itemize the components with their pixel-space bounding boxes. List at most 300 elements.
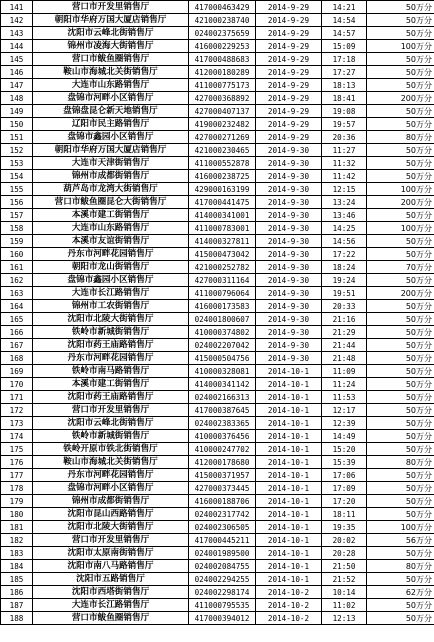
terminal-id-cell: 410000374802 xyxy=(189,326,256,339)
terminal-id-cell: 416000238725 xyxy=(189,170,256,183)
table-row xyxy=(1,378,434,391)
prize-amount-cell: 50万分 xyxy=(367,14,434,27)
table-row xyxy=(1,287,434,300)
prize-amount-cell: 50万分 xyxy=(367,352,434,365)
row-number-cell: 176 xyxy=(1,456,33,469)
row-number-cell: 144 xyxy=(1,40,33,53)
row-number-cell: 174 xyxy=(1,430,33,443)
terminal-id-cell: 024002166313 xyxy=(189,391,256,404)
time-cell: 11:24 xyxy=(322,378,367,391)
date-cell: 2014-10-1 xyxy=(256,547,322,560)
shop-name-cell: 铁岭市南马路销售厅 xyxy=(33,365,189,378)
prize-amount-cell: 50万分 xyxy=(367,157,434,170)
prize-amount-cell: 50万分 xyxy=(367,469,434,482)
row-number-cell: 170 xyxy=(1,378,33,391)
time-cell: 15:20 xyxy=(322,443,367,456)
shop-name-cell: 盘锦市鑫园小区销售厅 xyxy=(33,274,189,287)
row-number-cell: 161 xyxy=(1,261,33,274)
terminal-id-cell: 414000341001 xyxy=(189,209,256,222)
shop-name-cell: 锦州市凌海大街销售厅 xyxy=(33,40,189,53)
date-cell: 2014-9-30 xyxy=(256,274,322,287)
date-cell: 2014-9-29 xyxy=(256,66,322,79)
terminal-id-cell: 415000371957 xyxy=(189,469,256,482)
table-row xyxy=(1,14,434,27)
time-cell: 12:15 xyxy=(322,183,367,196)
terminal-id-cell: 416000173583 xyxy=(189,300,256,313)
date-cell: 2014-9-30 xyxy=(256,209,322,222)
table-row xyxy=(1,326,434,339)
date-cell: 2014-9-30 xyxy=(256,261,322,274)
terminal-id-cell: 421000230465 xyxy=(189,144,256,157)
row-number-cell: 183 xyxy=(1,547,33,560)
terminal-id-cell: 411000783001 xyxy=(189,222,256,235)
table-row xyxy=(1,521,434,534)
row-number-cell: 178 xyxy=(1,482,33,495)
row-number-cell: 157 xyxy=(1,209,33,222)
prize-amount-cell: 50万分 xyxy=(367,144,434,157)
terminal-id-cell: 415000504756 xyxy=(189,352,256,365)
terminal-id-cell: 416000188706 xyxy=(189,495,256,508)
shop-name-cell: 朝阳市华府万国大厦店销售厅 xyxy=(33,14,189,27)
terminal-id-cell: 411000796064 xyxy=(189,287,256,300)
terminal-id-cell: 427000311164 xyxy=(189,274,256,287)
terminal-id-cell: 417000441475 xyxy=(189,196,256,209)
prize-amount-cell: 200万分 xyxy=(367,92,434,105)
terminal-id-cell: 024002383365 xyxy=(189,417,256,430)
table-row xyxy=(1,196,434,209)
table-row xyxy=(1,391,434,404)
row-number-cell: 166 xyxy=(1,326,33,339)
row-number-cell: 152 xyxy=(1,144,33,157)
date-cell: 2014-9-30 xyxy=(256,157,322,170)
prize-amount-cell: 50万分 xyxy=(367,313,434,326)
row-number-cell: 171 xyxy=(1,391,33,404)
table-row xyxy=(1,352,434,365)
row-number-cell: 156 xyxy=(1,196,33,209)
time-cell: 19:24 xyxy=(322,274,367,287)
table-row xyxy=(1,534,434,547)
row-number-cell: 169 xyxy=(1,365,33,378)
date-cell: 2014-9-30 xyxy=(256,183,322,196)
row-number-cell: 163 xyxy=(1,287,33,300)
table-row xyxy=(1,131,434,144)
prize-amount-cell: 50万分 xyxy=(367,326,434,339)
row-number-cell: 155 xyxy=(1,183,33,196)
row-number-cell: 141 xyxy=(1,1,33,14)
prize-amount-cell: 50万分 xyxy=(367,339,434,352)
terminal-id-cell: 412000178680 xyxy=(189,456,256,469)
prize-amount-cell: 70万分 xyxy=(367,261,434,274)
terminal-id-cell: 024002375659 xyxy=(189,27,256,40)
shop-name-cell: 沈阳市云峰北街销售厅 xyxy=(33,27,189,40)
prize-amount-cell: 50万分 xyxy=(367,235,434,248)
shop-name-cell: 大连市长江路销售厅 xyxy=(33,599,189,612)
shop-name-cell: 沈阳市北陵大街销售厅 xyxy=(33,521,189,534)
shop-name-cell: 本溪市建工街销售厅 xyxy=(33,378,189,391)
prize-amount-cell: 50万分 xyxy=(367,105,434,118)
row-number-cell: 167 xyxy=(1,339,33,352)
prize-amount-cell: 56万分 xyxy=(367,534,434,547)
prize-amount-cell: 50万分 xyxy=(367,118,434,131)
shop-name-cell: 鞍山市海城北关街销售厅 xyxy=(33,66,189,79)
row-number-cell: 147 xyxy=(1,79,33,92)
shop-name-cell: 朝阳市华府万国大厦店销售厅 xyxy=(33,144,189,157)
row-number-cell: 175 xyxy=(1,443,33,456)
date-cell: 2014-10-1 xyxy=(256,469,322,482)
table-row xyxy=(1,1,434,14)
shop-name-cell: 丹东市河畔花园销售厅 xyxy=(33,352,189,365)
prize-amount-cell: 50万分 xyxy=(367,508,434,521)
date-cell: 2014-9-30 xyxy=(256,300,322,313)
table-row xyxy=(1,274,434,287)
terminal-id-cell: 411000795535 xyxy=(189,599,256,612)
date-cell: 2014-10-1 xyxy=(256,508,322,521)
table-row xyxy=(1,404,434,417)
table-body xyxy=(1,1,434,625)
table-row xyxy=(1,560,434,573)
date-cell: 2014-9-29 xyxy=(256,92,322,105)
table-row xyxy=(1,547,434,560)
date-cell: 2014-9-29 xyxy=(256,27,322,40)
prize-amount-cell: 100万分 xyxy=(367,40,434,53)
terminal-id-cell: 417000463429 xyxy=(189,1,256,14)
time-cell: 20:02 xyxy=(322,534,367,547)
prize-amount-cell: 62万分 xyxy=(367,586,434,599)
time-cell: 11:32 xyxy=(322,157,367,170)
shop-name-cell: 营口市鲅鱼圈昆仑大街销售厅 xyxy=(33,196,189,209)
time-cell: 21:29 xyxy=(322,326,367,339)
date-cell: 2014-9-30 xyxy=(256,144,322,157)
table-row xyxy=(1,27,434,40)
time-cell: 17:09 xyxy=(322,482,367,495)
table-row xyxy=(1,66,434,79)
date-cell: 2014-9-30 xyxy=(256,339,322,352)
table-row xyxy=(1,508,434,521)
prize-amount-cell: 80万分 xyxy=(367,456,434,469)
terminal-id-cell: 024002294255 xyxy=(189,573,256,586)
terminal-id-cell: 427000368892 xyxy=(189,92,256,105)
time-cell: 17:06 xyxy=(322,469,367,482)
terminal-id-cell: 024002306505 xyxy=(189,521,256,534)
shop-name-cell: 铁岭市新城街销售厅 xyxy=(33,326,189,339)
prize-amount-cell: 50万分 xyxy=(367,1,434,14)
date-cell: 2014-10-1 xyxy=(256,430,322,443)
prize-amount-cell: 80万分 xyxy=(367,560,434,573)
time-cell: 13:24 xyxy=(322,196,367,209)
time-cell: 11:09 xyxy=(322,365,367,378)
row-number-cell: 149 xyxy=(1,105,33,118)
time-cell: 18:13 xyxy=(322,79,367,92)
terminal-id-cell: 427000407137 xyxy=(189,105,256,118)
prize-amount-cell: 50万分 xyxy=(367,430,434,443)
row-number-cell: 188 xyxy=(1,612,33,625)
table-row xyxy=(1,612,434,625)
table-row xyxy=(1,157,434,170)
row-number-cell: 159 xyxy=(1,235,33,248)
shop-name-cell: 大连市长江路销售厅 xyxy=(33,287,189,300)
terminal-id-cell: 419000232482 xyxy=(189,118,256,131)
table-row xyxy=(1,79,434,92)
table-row xyxy=(1,248,434,261)
time-cell: 19:51 xyxy=(322,287,367,300)
terminal-id-cell: 414000341142 xyxy=(189,378,256,391)
shop-name-cell: 铁岭开原市铁北街销售厅 xyxy=(33,443,189,456)
time-cell: 15:39 xyxy=(322,456,367,469)
prize-amount-cell: 200万分 xyxy=(367,196,434,209)
row-number-cell: 150 xyxy=(1,118,33,131)
row-number-cell: 151 xyxy=(1,131,33,144)
row-number-cell: 164 xyxy=(1,300,33,313)
time-cell: 17:27 xyxy=(322,66,367,79)
table-row xyxy=(1,443,434,456)
date-cell: 2014-10-2 xyxy=(256,586,322,599)
shop-name-cell: 盘锦盘昆仑新天地销售厅 xyxy=(33,105,189,118)
table-row xyxy=(1,430,434,443)
row-number-cell: 162 xyxy=(1,274,33,287)
prize-amount-cell: 50万分 xyxy=(367,443,434,456)
table-row xyxy=(1,170,434,183)
time-cell: 10:14 xyxy=(322,586,367,599)
date-cell: 2014-9-30 xyxy=(256,352,322,365)
prize-amount-cell: 50万分 xyxy=(367,209,434,222)
terminal-id-cell: 024002207042 xyxy=(189,339,256,352)
time-cell: 11:42 xyxy=(322,170,367,183)
time-cell: 21:44 xyxy=(322,339,367,352)
time-cell: 21:16 xyxy=(322,313,367,326)
table-row xyxy=(1,118,434,131)
table-row xyxy=(1,599,434,612)
shop-name-cell: 沈阳市五路销售厅 xyxy=(33,573,189,586)
table-row xyxy=(1,92,434,105)
shop-name-cell: 沈阳市昆山西路销售厅 xyxy=(33,508,189,521)
shop-name-cell: 铁岭市新城街销售厅 xyxy=(33,430,189,443)
time-cell: 14:57 xyxy=(322,27,367,40)
table-row xyxy=(1,469,434,482)
time-cell: 17:20 xyxy=(322,495,367,508)
date-cell: 2014-10-1 xyxy=(256,560,322,573)
shop-name-cell: 葫芦岛市龙湾大街销售厅 xyxy=(33,183,189,196)
time-cell: 20:33 xyxy=(322,300,367,313)
date-cell: 2014-10-1 xyxy=(256,495,322,508)
shop-name-cell: 营口市鲅鱼圈销售厅 xyxy=(33,53,189,66)
shop-name-cell: 辽阳市民主路销售厅 xyxy=(33,118,189,131)
date-cell: 2014-9-29 xyxy=(256,14,322,27)
date-cell: 2014-9-30 xyxy=(256,222,322,235)
prize-amount-cell: 50万分 xyxy=(367,612,434,625)
time-cell: 14:49 xyxy=(322,430,367,443)
date-cell: 2014-10-2 xyxy=(256,612,322,625)
row-number-cell: 143 xyxy=(1,27,33,40)
shop-name-cell: 沈阳市南八马路销售厅 xyxy=(33,560,189,573)
terminal-id-cell: 024002317742 xyxy=(189,508,256,521)
date-cell: 2014-9-29 xyxy=(256,40,322,53)
table-row xyxy=(1,261,434,274)
time-cell: 11:53 xyxy=(322,391,367,404)
prize-amount-cell: 50万分 xyxy=(367,365,434,378)
terminal-id-cell: 417000394012 xyxy=(189,612,256,625)
terminal-id-cell: 416000229253 xyxy=(189,40,256,53)
table-row xyxy=(1,586,434,599)
shop-name-cell: 沈阳市药王庙路销售厅 xyxy=(33,339,189,352)
shop-name-cell: 本溪市建工街销售厅 xyxy=(33,209,189,222)
time-cell: 18:24 xyxy=(322,261,367,274)
table-row xyxy=(1,183,434,196)
time-cell: 18:11 xyxy=(322,508,367,521)
time-cell: 11:02 xyxy=(322,599,367,612)
date-cell: 2014-10-1 xyxy=(256,404,322,417)
shop-name-cell: 盘锦市河畔小区销售厅 xyxy=(33,92,189,105)
terminal-id-cell: 412000180289 xyxy=(189,66,256,79)
prize-amount-cell: 50万分 xyxy=(367,66,434,79)
time-cell: 20:36 xyxy=(322,131,367,144)
date-cell: 2014-10-1 xyxy=(256,521,322,534)
terminal-id-cell: 024002084755 xyxy=(189,560,256,573)
shop-name-cell: 大连市天津街销售厅 xyxy=(33,157,189,170)
date-cell: 2014-9-30 xyxy=(256,248,322,261)
terminal-id-cell: 429000163199 xyxy=(189,183,256,196)
shop-name-cell: 锦州市成都街销售厅 xyxy=(33,170,189,183)
prize-amount-cell: 50万分 xyxy=(367,378,434,391)
row-number-cell: 168 xyxy=(1,352,33,365)
row-number-cell: 182 xyxy=(1,534,33,547)
shop-name-cell: 盘锦市河畔小区销售厅 xyxy=(33,482,189,495)
row-number-cell: 153 xyxy=(1,157,33,170)
time-cell: 21:50 xyxy=(322,560,367,573)
row-number-cell: 148 xyxy=(1,92,33,105)
prize-amount-cell: 50万分 xyxy=(367,53,434,66)
date-cell: 2014-10-2 xyxy=(256,599,322,612)
row-number-cell: 187 xyxy=(1,599,33,612)
row-number-cell: 184 xyxy=(1,560,33,573)
shop-name-cell: 丹东市河畔花园销售厅 xyxy=(33,469,189,482)
terminal-id-cell: 417000488683 xyxy=(189,53,256,66)
terminal-id-cell: 410000328081 xyxy=(189,365,256,378)
table-row xyxy=(1,300,434,313)
row-number-cell: 172 xyxy=(1,404,33,417)
date-cell: 2014-9-29 xyxy=(256,131,322,144)
table-row xyxy=(1,365,434,378)
shop-name-cell: 沈阳市药王庙路销售厅 xyxy=(33,391,189,404)
date-cell: 2014-9-30 xyxy=(256,287,322,300)
row-number-cell: 179 xyxy=(1,495,33,508)
prize-amount-cell: 50万分 xyxy=(367,547,434,560)
date-cell: 2014-9-29 xyxy=(256,118,322,131)
terminal-id-cell: 410000247702 xyxy=(189,443,256,456)
time-cell: 11:27 xyxy=(322,144,367,157)
row-number-cell: 180 xyxy=(1,508,33,521)
terminal-id-cell: 410000376456 xyxy=(189,430,256,443)
shop-name-cell: 沈阳市西塔街销售厅 xyxy=(33,586,189,599)
terminal-id-cell: 024002298174 xyxy=(189,586,256,599)
shop-name-cell: 营口市开发里销售厅 xyxy=(33,1,189,14)
prize-amount-cell: 50万分 xyxy=(367,417,434,430)
date-cell: 2014-10-1 xyxy=(256,365,322,378)
date-cell: 2014-9-30 xyxy=(256,170,322,183)
prize-amount-cell: 50万分 xyxy=(367,391,434,404)
prize-amount-cell: 50万分 xyxy=(367,170,434,183)
shop-name-cell: 鞍山市海城北关街销售厅 xyxy=(33,456,189,469)
terminal-id-cell: 427000271269 xyxy=(189,131,256,144)
shop-name-cell: 营口市开发里销售厅 xyxy=(33,404,189,417)
shop-name-cell: 锦州市成都街销售厅 xyxy=(33,495,189,508)
date-cell: 2014-9-30 xyxy=(256,196,322,209)
table-row xyxy=(1,235,434,248)
terminal-id-cell: 417000445211 xyxy=(189,534,256,547)
prize-amount-cell: 50万分 xyxy=(367,495,434,508)
time-cell: 17:22 xyxy=(322,248,367,261)
time-cell: 20:28 xyxy=(322,547,367,560)
date-cell: 2014-10-1 xyxy=(256,391,322,404)
time-cell: 21:52 xyxy=(322,573,367,586)
time-cell: 14:21 xyxy=(322,1,367,14)
table-row xyxy=(1,313,434,326)
date-cell: 2014-9-29 xyxy=(256,53,322,66)
time-cell: 14:25 xyxy=(322,222,367,235)
prize-amount-cell: 50万分 xyxy=(367,482,434,495)
shop-name-cell: 锦州市工农街销售厅 xyxy=(33,300,189,313)
time-cell: 19:35 xyxy=(322,521,367,534)
date-cell: 2014-10-1 xyxy=(256,378,322,391)
date-cell: 2014-10-1 xyxy=(256,417,322,430)
shop-name-cell: 沈阳市太原南街销售厅 xyxy=(33,547,189,560)
date-cell: 2014-9-30 xyxy=(256,326,322,339)
row-number-cell: 186 xyxy=(1,586,33,599)
shop-name-cell: 本溪市友谊街销售厅 xyxy=(33,235,189,248)
table-row xyxy=(1,456,434,469)
time-cell: 12:13 xyxy=(322,612,367,625)
row-number-cell: 181 xyxy=(1,521,33,534)
table-row xyxy=(1,482,434,495)
shop-name-cell: 大连市山东路销售厅 xyxy=(33,222,189,235)
date-cell: 2014-9-29 xyxy=(256,1,322,14)
date-cell: 2014-10-1 xyxy=(256,456,322,469)
time-cell: 14:56 xyxy=(322,235,367,248)
date-cell: 2014-9-30 xyxy=(256,313,322,326)
shop-name-cell: 朝阳市龙山街销售厅 xyxy=(33,261,189,274)
shop-name-cell: 沈阳市云峰北街销售厅 xyxy=(33,417,189,430)
table-row xyxy=(1,495,434,508)
time-cell: 18:41 xyxy=(322,92,367,105)
table-row xyxy=(1,105,434,118)
time-cell: 12:17 xyxy=(322,404,367,417)
table-row xyxy=(1,222,434,235)
date-cell: 2014-10-1 xyxy=(256,482,322,495)
row-number-cell: 145 xyxy=(1,53,33,66)
prize-amount-cell: 50万分 xyxy=(367,300,434,313)
time-cell: 14:54 xyxy=(322,14,367,27)
table-row xyxy=(1,339,434,352)
prize-amount-cell: 80万分 xyxy=(367,131,434,144)
row-number-cell: 165 xyxy=(1,313,33,326)
shop-name-cell: 大连市山东路销售厅 xyxy=(33,79,189,92)
terminal-id-cell: 414000327811 xyxy=(189,235,256,248)
prize-amount-cell: 200万分 xyxy=(367,287,434,300)
terminal-id-cell: 417000387645 xyxy=(189,404,256,417)
table-row xyxy=(1,209,434,222)
table-row xyxy=(1,417,434,430)
date-cell: 2014-10-1 xyxy=(256,534,322,547)
prize-amount-cell: 50万分 xyxy=(367,274,434,287)
time-cell: 17:18 xyxy=(322,53,367,66)
terminal-id-cell: 024001800607 xyxy=(189,313,256,326)
row-number-cell: 158 xyxy=(1,222,33,235)
row-number-cell: 142 xyxy=(1,14,33,27)
prize-amount-cell: 100万分 xyxy=(367,183,434,196)
shop-name-cell: 沈阳市北陵大街销售厅 xyxy=(33,313,189,326)
row-number-cell: 177 xyxy=(1,469,33,482)
time-cell: 13:46 xyxy=(322,209,367,222)
row-number-cell: 154 xyxy=(1,170,33,183)
